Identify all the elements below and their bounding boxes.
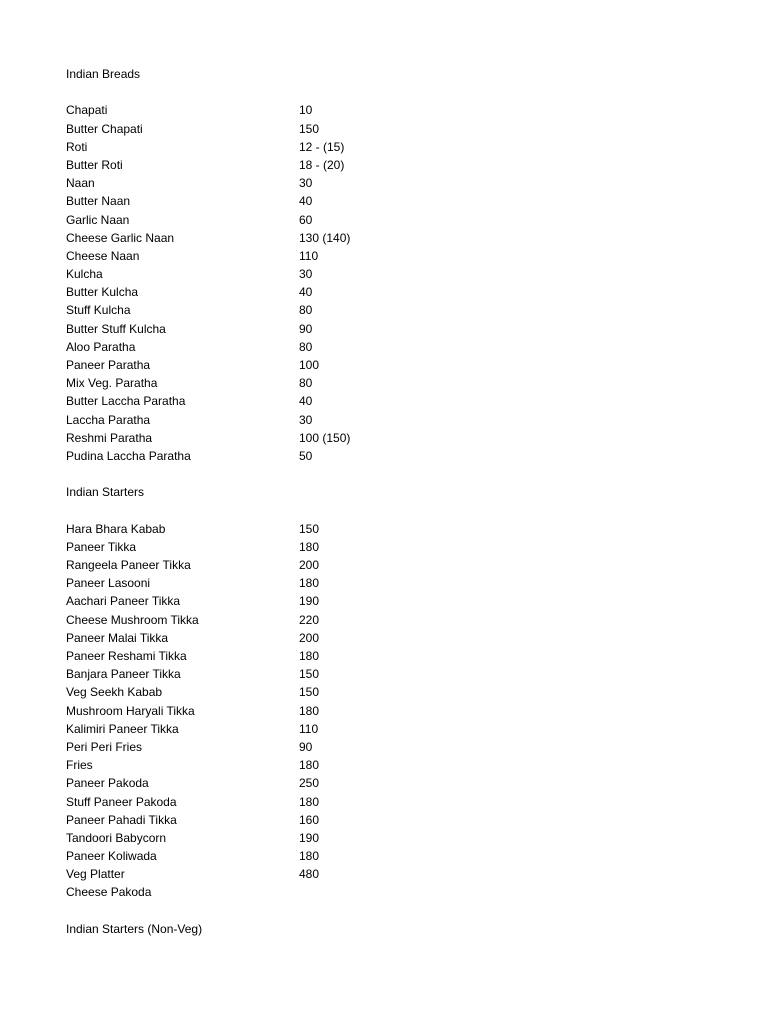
- menu-item-price: 180: [299, 758, 320, 773]
- menu-item-name: Cheese Naan: [66, 248, 140, 263]
- menu-item-price: 100: [299, 358, 320, 372]
- menu-item-name: Cheese Mushroom Tikka: [66, 612, 199, 627]
- menu-item-price: 150: [299, 667, 320, 682]
- menu-item-price: 150: [299, 685, 320, 700]
- menu-item-row: [66, 374, 706, 392]
- menu-item-price: 180: [299, 703, 320, 718]
- menu-item-name: Laccha Paratha: [66, 412, 151, 427]
- menu-item-name: Cheese Pakoda: [66, 885, 152, 900]
- menu-item-name: Cheese Garlic Naan: [66, 230, 175, 245]
- menu-item-price: 30: [299, 267, 313, 282]
- menu-item-price: 160: [299, 812, 320, 827]
- menu-item-name: Rangeela Paneer Tikka: [66, 558, 191, 573]
- menu-item-price: 110: [299, 248, 319, 263]
- menu-item-name: Paneer Lasooni: [66, 576, 151, 591]
- menu-item-row: [66, 247, 706, 265]
- menu-item-name: Kulcha: [66, 267, 103, 282]
- section-heading: Indian Starters: [66, 485, 145, 500]
- menu-item-row: [66, 629, 706, 647]
- menu-item-row: [66, 774, 706, 792]
- menu-item-price: 10: [299, 103, 313, 118]
- menu-item-price: 30: [299, 412, 313, 427]
- menu-item-price: 180: [299, 576, 320, 591]
- menu-item-row: [66, 665, 706, 683]
- menu-item-row: [66, 101, 706, 119]
- menu-item-price: 180: [299, 649, 320, 663]
- menu-item-price: 110: [299, 721, 319, 736]
- menu-item-price: 220: [299, 612, 320, 627]
- menu-item-row: [66, 392, 706, 410]
- menu-item-price: 190: [299, 594, 320, 609]
- menu-item-price: 12 - (15): [299, 139, 345, 154]
- menu-item-price: 40: [299, 194, 313, 209]
- spacer: [66, 902, 706, 920]
- menu-item-row: [66, 356, 706, 374]
- menu-item-name: Roti: [66, 139, 88, 154]
- menu-item-name: Paneer Paratha: [66, 358, 151, 372]
- menu-item-row: [66, 756, 706, 774]
- menu-item-row: [66, 847, 706, 865]
- menu-item-name: Butter Kulcha: [66, 285, 139, 300]
- menu-item-row: [66, 320, 706, 338]
- menu-item-price: 40: [299, 285, 313, 300]
- menu-item-name: Paneer Pakoda: [66, 776, 149, 791]
- menu-item-price: 18 - (20): [299, 157, 345, 172]
- menu-item-row: [66, 865, 706, 883]
- section-heading: Indian Breads: [66, 67, 141, 81]
- menu-item-price: 30: [299, 176, 313, 191]
- menu-item-price: 130 (140): [299, 230, 351, 245]
- menu-item-row: [66, 283, 706, 301]
- spacer: [66, 502, 706, 520]
- menu-item-price: 90: [299, 739, 313, 754]
- menu-item-row: [66, 829, 706, 847]
- menu-item-row: [66, 411, 706, 429]
- menu-item-name: Banjara Paneer Tikka: [66, 667, 181, 682]
- menu-item-price: 200: [299, 630, 320, 645]
- menu-item-name: Stuff Paneer Pakoda: [66, 794, 177, 809]
- menu-item-row: [66, 338, 706, 356]
- menu-item-name: Pudina Laccha Paratha: [66, 448, 191, 463]
- menu-item-price: 180: [299, 849, 320, 864]
- menu-item-price: 180: [299, 794, 320, 809]
- menu-item-price: 50: [299, 448, 313, 463]
- menu-item-price: 200: [299, 558, 320, 573]
- menu-item-price: 250: [299, 776, 320, 791]
- menu-item-name: Reshmi Paratha: [66, 430, 153, 445]
- menu-item-row: [66, 520, 706, 538]
- menu-item-row: [66, 447, 706, 465]
- menu-item-name: Paneer Koliwada: [66, 849, 157, 864]
- menu-item-row: [66, 265, 706, 283]
- menu-item-name: Paneer Tikka: [66, 539, 137, 554]
- menu-item-row: [66, 229, 706, 247]
- menu-item-name: Peri Peri Fries: [66, 739, 143, 754]
- menu-item-name: Chapati: [66, 103, 108, 118]
- menu-item-row: [66, 883, 706, 901]
- spacer: [66, 465, 706, 483]
- section-heading: Indian Starters (Non-Veg): [66, 921, 203, 936]
- menu-item-name: Stuff Kulcha: [66, 303, 131, 318]
- menu-item-row: [66, 793, 706, 811]
- menu-item-price: 80: [299, 339, 313, 354]
- menu-item-row: [66, 592, 706, 610]
- menu-item-row: [66, 720, 706, 738]
- menu-item-row: [66, 301, 706, 319]
- menu-item-price: 150: [299, 121, 320, 136]
- menu-item-row: [66, 683, 706, 701]
- menu-item-row: [66, 120, 706, 138]
- menu-item-price: 90: [299, 321, 313, 336]
- menu-item-price: 480: [299, 867, 320, 882]
- menu-item-row: [66, 811, 706, 829]
- menu-item-price: 150: [299, 521, 320, 536]
- menu-item-price: 190: [299, 830, 320, 845]
- menu-document: [66, 65, 706, 938]
- menu-item-row: [66, 192, 706, 210]
- menu-item-name: Naan: [66, 176, 95, 191]
- menu-item-row: [66, 574, 706, 592]
- menu-item-name: Mix Veg. Paratha: [66, 376, 158, 391]
- menu-item-row: [66, 538, 706, 556]
- menu-item-row: [66, 429, 706, 447]
- menu-item-row: [66, 138, 706, 156]
- menu-item-price: 80: [299, 303, 313, 318]
- menu-item-row: [66, 156, 706, 174]
- menu-item-row: [66, 174, 706, 192]
- menu-item-price: 100 (150): [299, 430, 351, 445]
- menu-item-row: [66, 556, 706, 574]
- menu-item-name: Butter Naan: [66, 194, 131, 209]
- menu-item-name: Paneer Malai Tikka: [66, 630, 169, 645]
- menu-item-name: Tandoori Babycorn: [66, 830, 167, 845]
- menu-item-name: Butter Stuff Kulcha: [66, 321, 166, 336]
- menu-item-name: Paneer Pahadi Tikka: [66, 812, 177, 827]
- menu-item-name: Aachari Paneer Tikka: [66, 594, 181, 609]
- menu-item-price: 80: [299, 376, 313, 391]
- menu-item-name: Garlic Naan: [66, 212, 130, 227]
- menu-item-price: 180: [299, 539, 320, 554]
- menu-item-price: 60: [299, 212, 313, 227]
- menu-item-name: Fries: [66, 758, 93, 773]
- menu-item-name: Veg Platter: [66, 867, 125, 882]
- menu-item-row: [66, 611, 706, 629]
- menu-item-name: Butter Laccha Paratha: [66, 394, 186, 409]
- menu-item-row: [66, 738, 706, 756]
- menu-item-name: Paneer Reshami Tikka: [66, 649, 187, 663]
- spacer: [66, 83, 706, 101]
- menu-item-price: 40: [299, 394, 313, 409]
- menu-item-row: [66, 647, 706, 665]
- menu-item-name: Butter Chapati: [66, 121, 143, 136]
- menu-item-name: Butter Roti: [66, 157, 123, 172]
- menu-item-name: Mushroom Haryali Tikka: [66, 703, 195, 718]
- menu-item-row: [66, 211, 706, 229]
- menu-item-name: Veg Seekh Kabab: [66, 685, 163, 700]
- menu-item-name: Hara Bhara Kabab: [66, 521, 166, 536]
- menu-item-row: [66, 702, 706, 720]
- menu-item-name: Kalimiri Paneer Tikka: [66, 721, 179, 736]
- menu-item-name: Aloo Paratha: [66, 339, 136, 354]
